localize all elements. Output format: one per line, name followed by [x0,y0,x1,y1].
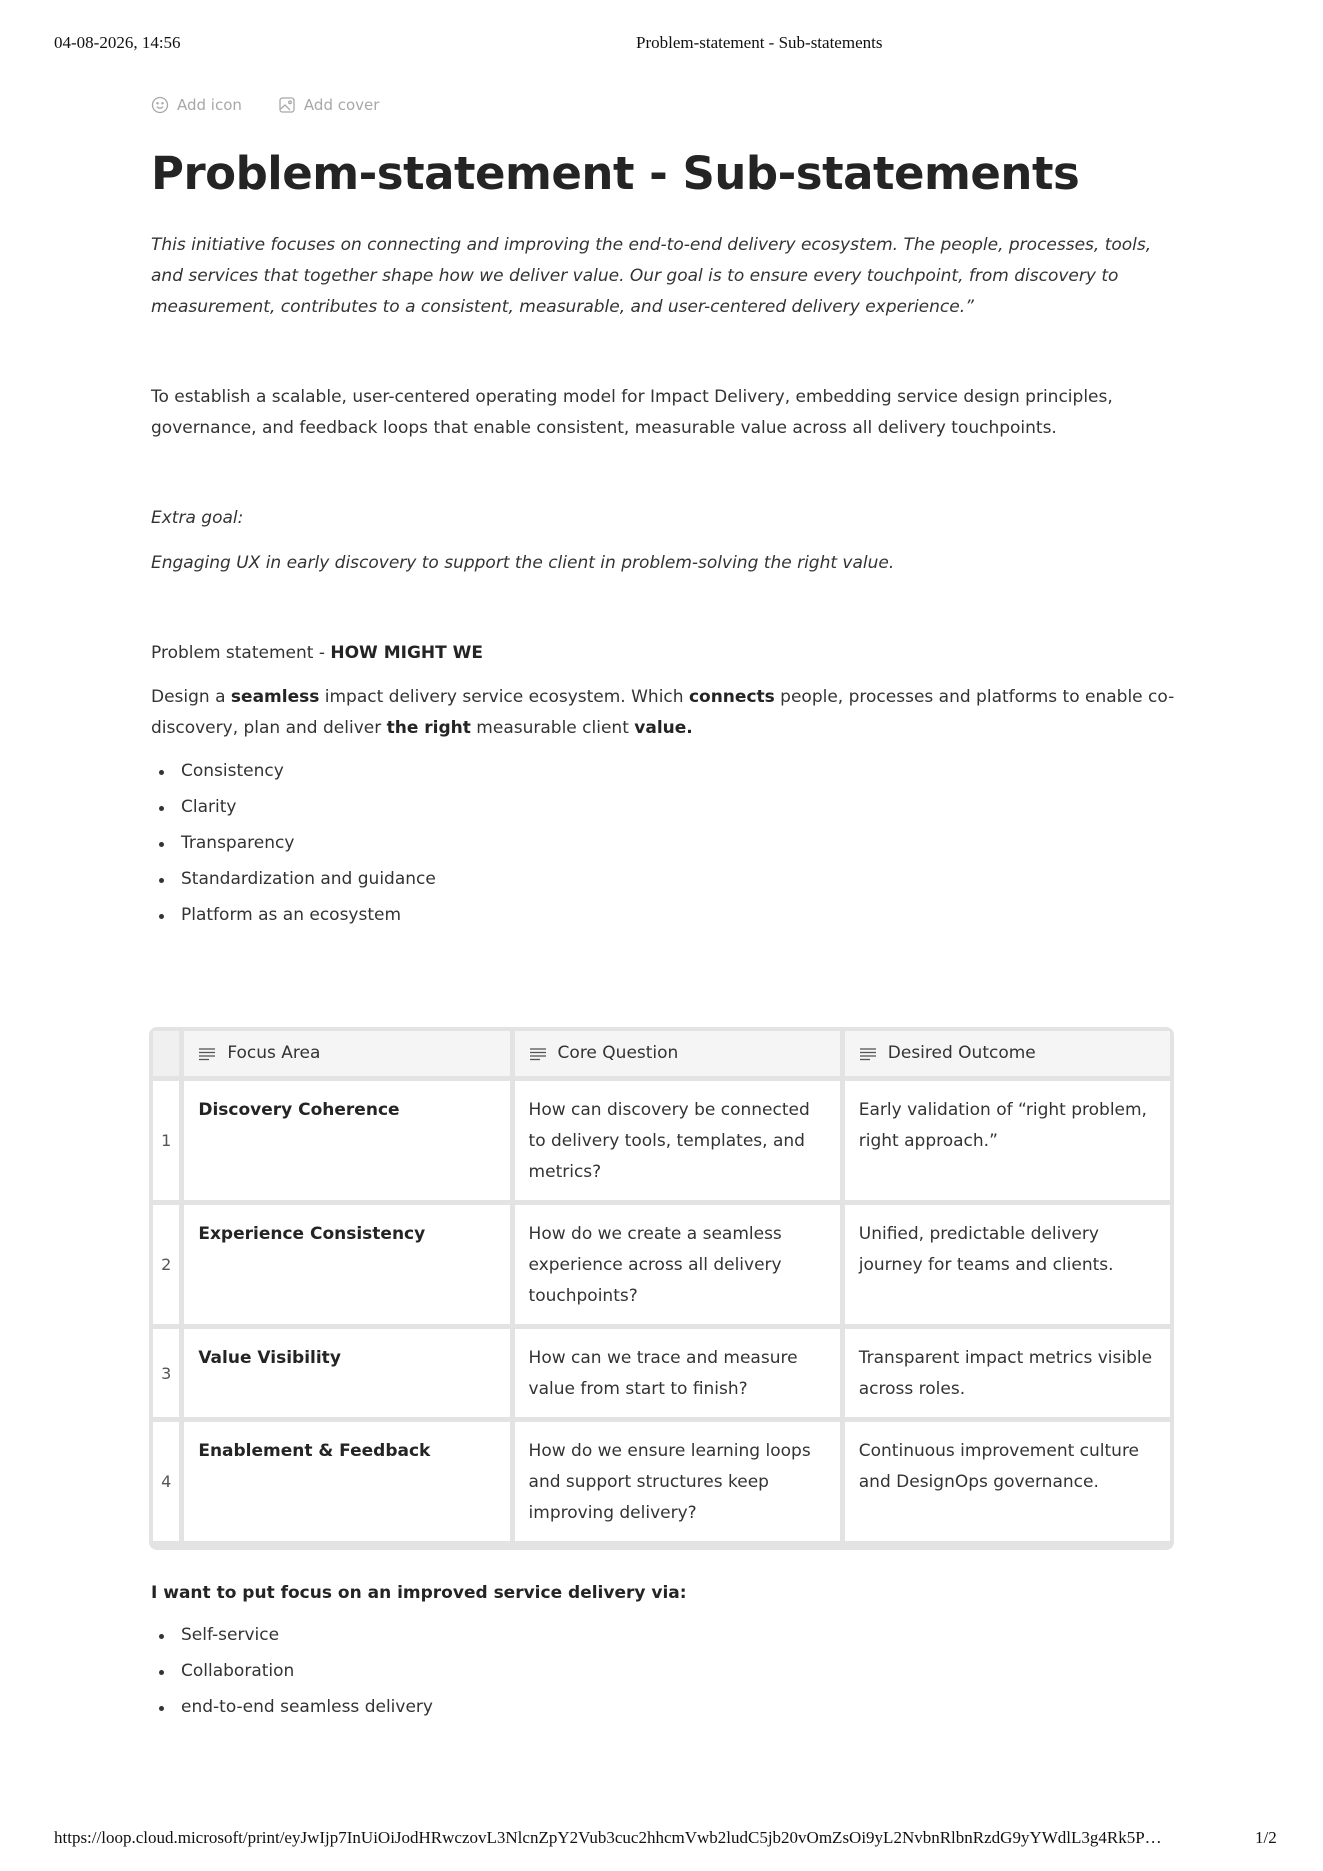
hmw-bold-4: value. [634,718,693,738]
add-icon-label: Add icon [177,96,242,114]
list-item: Transparency [151,830,1175,866]
principles-list [151,758,1175,938]
row-index: 2 [153,1205,179,1324]
list-item: Standardization and guidance [151,866,1175,902]
hmw-text-1: Design a [151,687,231,707]
cell-desired-outcome[interactable]: Unified, predictable delivery journey for teams and clients. [845,1205,1170,1324]
cell-core-question[interactable]: How do we ensure learning loops and support structures keep improving delivery? [515,1422,840,1541]
hmw-bold-2: connects [688,687,775,707]
column-header-focus-area[interactable] [184,1031,509,1076]
list-item: Self-service [151,1622,1175,1658]
row-index-header [153,1031,179,1076]
column-header-desired-outcome[interactable] [845,1031,1170,1076]
hmw-text-4: measurable client [470,718,635,738]
cell-desired-outcome[interactable]: Continuous improvement culture and DesignOps governance. [845,1422,1170,1541]
print-doc-title: Problem-statement - Sub-statements [636,33,883,52]
list-item: Clarity [151,794,1175,830]
print-url: https://loop.cloud.microsoft/print/eyJwIjp7InUiOiJodHRwczovL3NlcnZpY2Vub3cuc2hhcmVwb2ludC5jb20vOmZsOi9yL2NvbnRlbnRzdG9yYWdlL3g4Rk5P… [54,1828,1162,1847]
hmw-statement [151,682,1175,744]
row-index: 4 [153,1422,179,1541]
hmw-bold-1: seamless [230,687,320,707]
extra-goal-text: Engaging UX in early discovery to support the client in problem-solving the right value. [151,553,895,573]
cell-focus-area[interactable]: Discovery Coherence [184,1081,509,1200]
print-footer [0,1828,1323,1852]
hmw-heading-bold: HOW MIGHT WE [330,643,484,663]
list-item: Platform as an ecosystem [151,902,1175,938]
list-item: end-to-end seamless delivery [151,1694,1175,1730]
row-index: 1 [153,1081,179,1200]
cell-core-question[interactable]: How do we create a seamless experience across all delivery touchpoints? [515,1205,840,1324]
hmw-bold-3: the right [386,718,471,738]
hmw-heading [151,638,1175,669]
add-icon-button[interactable] [151,96,242,114]
service-delivery-list [151,1622,1175,1730]
print-page-number: 1/2 [1255,1828,1277,1847]
add-cover-button[interactable] [278,96,380,114]
smiley-icon [151,96,169,114]
service-delivery-lead: I want to put focus on an improved service delivery via: [151,1583,687,1603]
hmw-text-3: people, processes and platforms to enable co-discovery, plan and deliver [151,687,1175,738]
page-title: Problem-statement - Sub-statements [151,147,1080,200]
add-cover-label: Add cover [303,96,380,114]
table-row [153,1081,1170,1200]
print-header [0,33,1323,57]
table-row [153,1205,1170,1324]
intro-paragraph: This initiative focuses on connecting and improving the end-to-end delivery ecosystem. The people, processes, tools, and services that together shape how we deliver value. Our goal is to ensure every touchpoint, from discovery to measurement, contributes to a consistent, measurable, and user-centered delivery experience.” [151,235,1152,317]
text-column-icon [859,1047,877,1061]
hmw-heading-prefix: Problem statement - [151,643,331,663]
cell-desired-outcome[interactable]: Early validation of “right problem, right approach.” [845,1081,1170,1200]
service-delivery-section [151,1578,1175,1730]
text-column-icon [529,1047,547,1061]
text-column-icon [198,1047,216,1061]
column-header-label: Focus Area [227,1043,321,1063]
table-row [153,1329,1170,1417]
cell-focus-area[interactable]: Value Visibility [184,1329,509,1417]
row-index: 3 [153,1329,179,1417]
list-item: Collaboration [151,1658,1175,1694]
print-timestamp: 04-08-2026, 14:56 [54,33,181,52]
cell-core-question[interactable]: How can we trace and measure value from start to finish? [515,1329,840,1417]
focus-table [149,1027,1174,1550]
column-header-label: Core Question [557,1043,679,1063]
mission-paragraph: To establish a scalable, user-centered operating model for Impact Delivery, embedding service design principles, governance, and feedback loops that enable consistent, measurable value across all delivery touchpoints. [151,387,1113,438]
table-row [153,1422,1170,1541]
hmw-text-2: impact delivery service ecosystem. Which [319,687,689,707]
column-header-label: Desired Outcome [887,1043,1036,1063]
image-icon [278,96,296,114]
cell-core-question[interactable]: How can discovery be connected to delivery tools, templates, and metrics? [515,1081,840,1200]
cell-focus-area[interactable]: Enablement & Feedback [184,1422,509,1541]
table-header-row [153,1031,1170,1076]
cell-desired-outcome[interactable]: Transparent impact metrics visible across roles. [845,1329,1170,1417]
document-page [151,92,1175,938]
page-actions [151,92,1175,118]
cell-focus-area[interactable]: Experience Consistency [184,1205,509,1324]
column-header-core-question[interactable] [515,1031,840,1076]
list-item: Consistency [151,758,1175,794]
extra-goal-label: Extra goal: [151,508,244,528]
